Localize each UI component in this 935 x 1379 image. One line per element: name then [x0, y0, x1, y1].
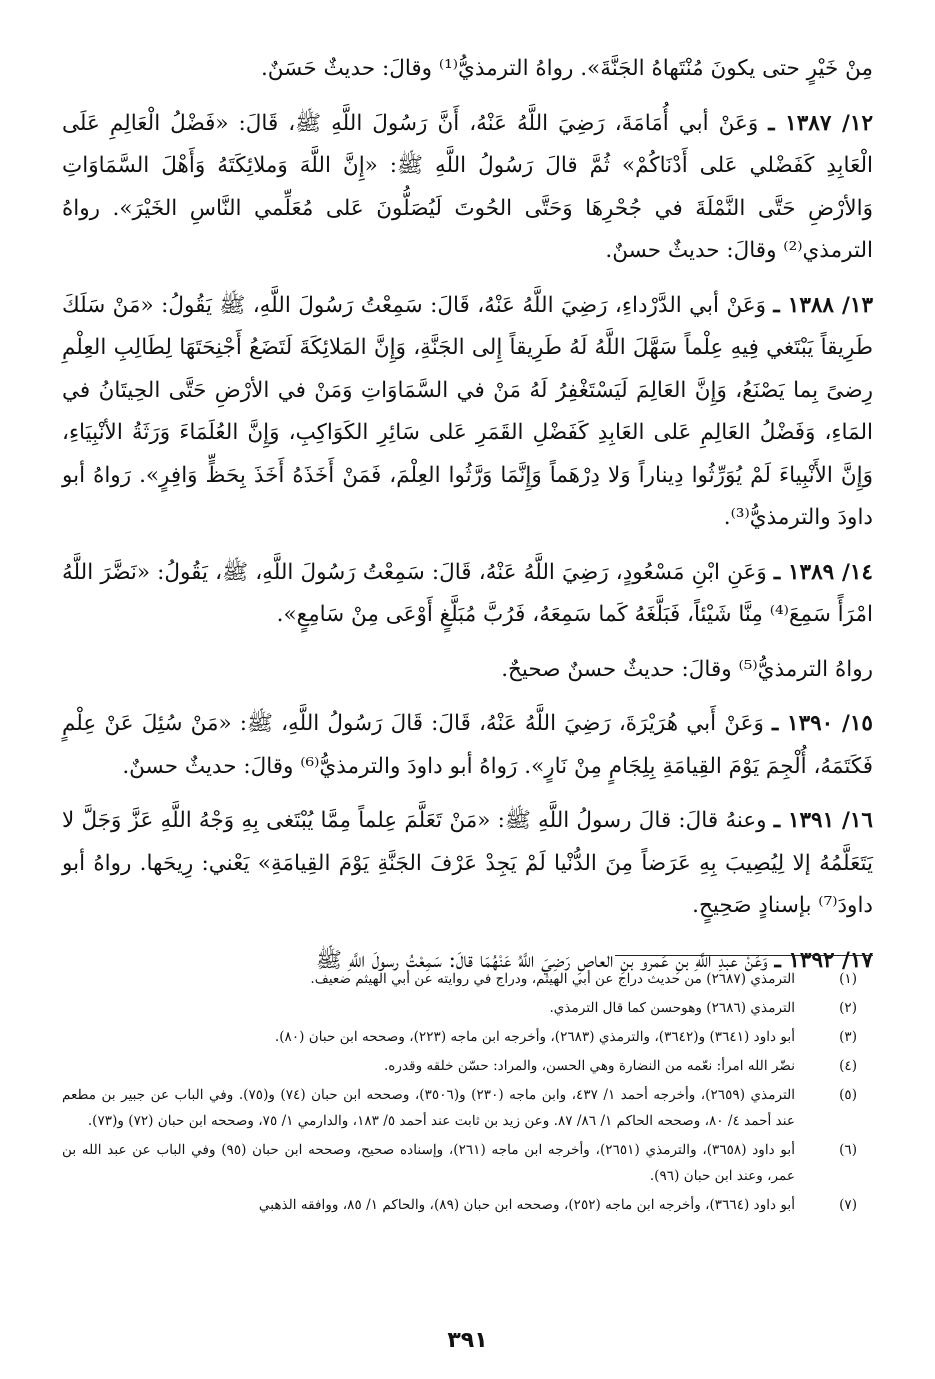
footnote: [62, 966, 865, 992]
footnote-mark: (٢): [839, 1000, 857, 1016]
footnote: [62, 1137, 865, 1189]
footnote: [62, 1082, 865, 1134]
hadith-number: ١٤/ ١٣٨٩ ـ: [773, 559, 873, 585]
hadith-1389-source: [62, 649, 873, 692]
hadith-1389: [62, 552, 873, 637]
footnote: [62, 995, 865, 1021]
footnote-text: الترمذي (٢٦٥٩)، وأخرجه أحمد ١/ ٤٣٧، وابن ماجه (٢٣٠) و(٣٥٠٦)، وصححه ابن حبان (٧٤) و(٧٥). وفي الباب عن جبير بن مطعم عند أحمد ٤/ ٨٠، وصححه الحاكم ١/ ٨٦/ ٨٧. وعن زيد بن ثابت عند أحمد ٥/ ١٨٣، والدارمي ١/ ٧٥، وصححه ابن حبان (٧٢) و(٧٣).: [62, 1087, 796, 1129]
hadith-1390: [62, 703, 873, 788]
hadith-number: ١٥/ ١٣٩٠ ـ: [771, 711, 873, 736]
footnote-text: الترمذي (٢٦٨٧) من حديث دراج عن أبي الهيثم، ودراج في روايته عن أبي الهيثم ضعيف.: [310, 971, 795, 987]
paragraph-continuation: [62, 48, 873, 91]
footnote-text: أبو داود (٣٦٤١) و(٣٦٤٢)، والترمذي (٢٦٨٣)، وأخرجه ابن ماجه (٢٢٣)، وصححه ابن حبان (٨٠).: [274, 1029, 795, 1045]
hadith-number: ١٣/ ١٣٨٨ ـ: [773, 292, 874, 318]
hadith-text: وَعَنْ أَبي هُرَيْرَةَ، رَضِيَ اللَّهُ عَنْهُ، قَالَ: قَالَ رَسُولُ اللَّهِ، ﷺ: «مَنْ سُئِلَ عَنْ عِلْمٍ فَكَتَمَهُ، أُلْجِمَ يَوْمَ القِيامَةِ بِلِجَامٍ مِنْ نَارٍ». رَواهُ أبو داودَ والترمذيُّ⁽⁶⁾ وقالَ: حديثٌ حسنٌ.: [62, 711, 873, 779]
footnote: [62, 1192, 865, 1218]
hadith-text: وَعَنْ أبي أُمَامَةَ، رَضِيَ اللَّهُ عَنْهُ، أَنَّ رَسُولَ اللَّهِ ﷺ، قَالَ: «فَضْلُ الْعَالِمِ عَلَى الْعَابِدِ كَفَضْلي عَلى أَدْنَاكُمْ» ثُمَّ قالَ رَسُولُ اللَّهِ ﷺ: «إِنَّ اللَّهَ وَملائِكَتَهُ وَأَهْلَ السَّمَاوَاتِ وَالأرْضِ حَتَّى النَّمْلَةَ في جُحْرِهَا وَحَتَّى الحُوتَ لَيُصَلُّونَ عَلى مُعَلِّمي النَّاسِ الخَيْرَ». رواهُ الترمذي⁽²⁾ وقالَ: حديثٌ حسنٌ.: [62, 110, 873, 263]
hadith-1387: [62, 103, 873, 273]
footnote-mark: (٧): [839, 1197, 857, 1213]
footnote-mark: (١): [839, 971, 857, 987]
footnote-text: نضّر الله امرأ: نعّمه من النضارة وهي الحسن، والمراد: حسّن خلقه وقدره.: [383, 1058, 795, 1074]
footnote-mark: (٣): [839, 1029, 857, 1045]
page-number: ٣٩١: [447, 1328, 488, 1353]
hadith-text: وَعَنْ أبي الدَّرْداءِ، رَضِيَ اللَّهُ عَنْهُ، قَالَ: سَمِعْتُ رَسُولَ اللَّهِ، ﷺ يَقُولُ: «مَنْ سَلَكَ طَرِيقاً يَبْتَغي فِيهِ عِلْماً سَهَّلَ اللَّهُ لَهُ طَرِيقاً إِلى الجَنَّةِ، وَإِنَّ المَلائِكَةَ لَتَضَعُ أَجْنِحَتَهَا لِطَالِبِ العِلْمِ رِضىً بِما يَصْنَعُ، وَإِنَّ العَالِمَ لَيَسْتَغْفِرُ لَهُ مَنْ في السَّمَاوَاتِ وَمَنْ في الأرْضِ حَتَّى الحِيتَانُ في المَاءِ، وَفَضْلُ العَالِمِ عَلى العَابِدِ كَفَضْلِ القَمَرِ عَلى سَائِرِ الكَوَاكِبِ، وَإِنَّ العُلَمَاءَ وَرَثَةُ الأنْبِيَاءِ، وَإِنَّ الأَنْبِياءَ لَمْ يُوَرِّثُوا دِيناراً وَلا دِرْهَماً وَإِنَّمَا وَرَّثُوا العِلْمَ، فَمَنْ أَخَذَهُ أَخَذَ بِحَظٍّ وَافِرٍ». رَواهُ أبو داودَ والترمذيُّ⁽³⁾.: [62, 292, 873, 530]
footnote: [62, 1024, 865, 1050]
footnotes: [62, 966, 865, 1221]
hadith-1388: [62, 285, 873, 540]
hadith-text: وَعَنْ عبدِ اللَّهِ بنِ عَمرو بنِ العاصِ رَضِيَ اللَّهُ عَنْهُمَا قالَ: سَمِعْتُ رسولَ اللَّهِ ﷺ: [316, 947, 768, 973]
hadith-number: ١٧/ ١٣٩٢ ـ: [774, 947, 873, 973]
footnote-text: الترمذي (٢٦٨٦) وهوحسن كما قال الترمذي.: [549, 1000, 795, 1016]
hadith-1391: [62, 800, 873, 928]
footnote-mark: (٥): [839, 1087, 857, 1103]
footnote-mark: (٦): [839, 1142, 857, 1158]
footnote-mark: (٤): [839, 1058, 857, 1074]
footnote: [62, 1053, 865, 1079]
hadith-number: ١٦/ ١٣٩١ ـ: [773, 808, 873, 833]
hadith-text: وعنهُ قالَ: قالَ رسولُ اللَّهِ ﷺ: «مَنْ تَعَلَّمَ عِلماً مِمَّا يُبْتَغى بِهِ وَجْهُ اللَّهِ عَزَّ وَجَلَّ لا يَتَعَلَّمُهُ إلا لِيُصِيبَ بِهِ عَرَضاً مِنَ الدُّنْيا لَمْ يَجِدْ عَرْفَ الجَنَّةِ يَوْمَ القِيامَةِ» يَعْني: رِيحَها. رواهُ أبو داودَ⁽⁷⁾ بإسنادٍ صَحِيحٍ.: [62, 808, 873, 918]
source-text: رواهُ الترمذيُّ⁽⁵⁾ وقالَ: حديثٌ حسنٌ صحيحٌ.: [501, 656, 873, 682]
hadith-text: وَعَنِ ابْنِ مَسْعُودٍ، رَضِيَ اللَّهُ عَنْهُ، قَالَ: سَمِعْتُ رَسُولَ اللَّهِ، ﷺ، يَقُولُ: «نَضَّرَ اللَّهُ امْرَأً سَمِعَ⁽⁴⁾ مِنَّا شَيْئاً، فَبَلَّغَهُ كَما سَمِعَهُ، فَرُبَّ مُبَلَّغٍ أَوْعَى مِنْ سَامِعٍ».: [62, 559, 873, 627]
footnote-divider: [615, 955, 873, 956]
footnote-text: أبو داود (٣٦٥٨)، والترمذي (٢٦٥١)، وأخرجه ابن ماجه (٢٦١)، وإسناده صحيح، وصححه ابن حبان (٩٥) وفي الباب عن عبد الله بن عمر، وعند ابن حبان (٩٦).: [62, 1142, 795, 1184]
footnote-text: أبو داود (٣٦٦٤)، وأخرجه ابن ماجه (٢٥٢)، وصححه ابن حبان (٨٩)، والحاكم ١/ ٨٥، ووافقه الذهبي: [258, 1197, 795, 1213]
hadith-number: ١٢/ ١٣٨٧ ـ: [768, 110, 873, 136]
paragraph-text: مِنْ خَيْرٍ حتى يكونَ مُنْتَهاهُ الجَنَّةَ». رواهُ الترمذيُّ⁽¹⁾ وقالَ: حديثٌ حَسَنٌ.: [260, 56, 873, 81]
main-text: [62, 48, 873, 994]
